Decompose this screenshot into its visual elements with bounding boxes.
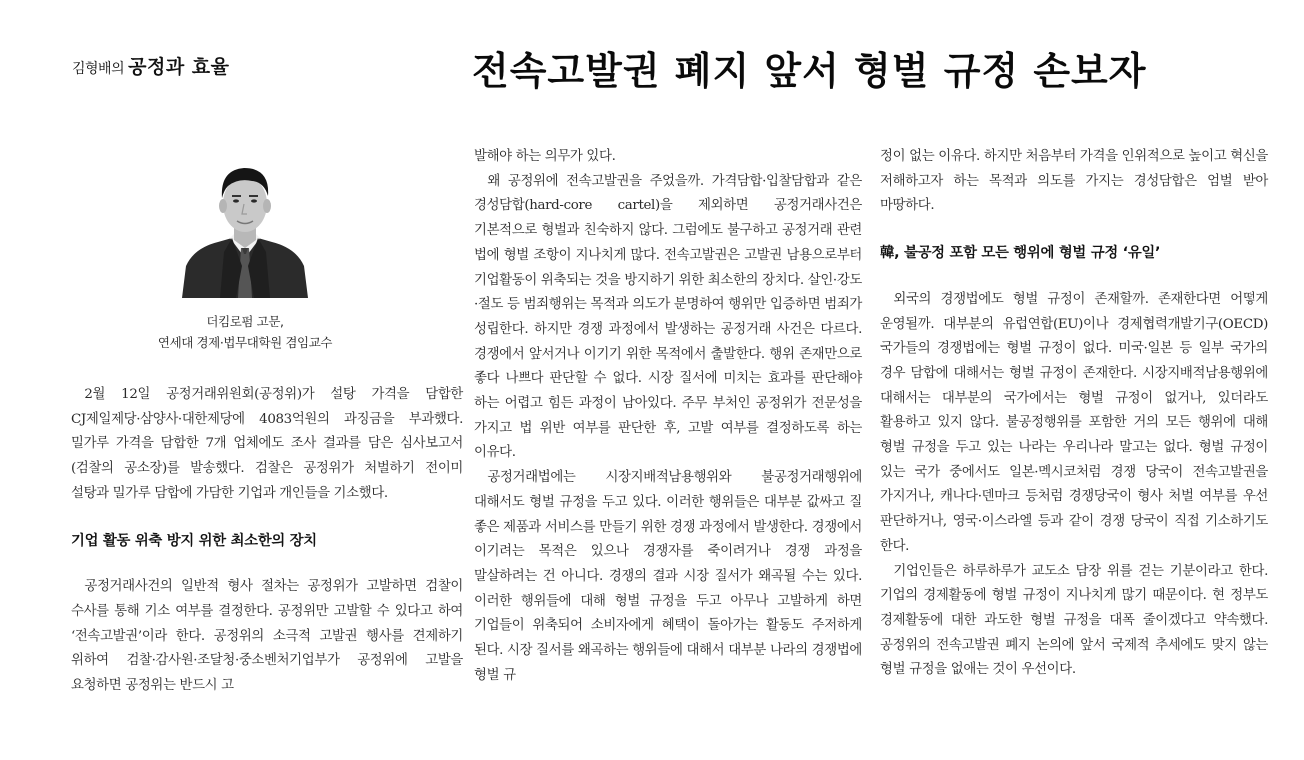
- columnist-label: 김형배의: [72, 61, 125, 77]
- subheading: 韓, 불공정 포함 모든 행위에 형벌 규정 ‘유일’: [880, 245, 1161, 262]
- article-headline: 전속고발권 폐지 앞서 형벌 규정 손보자: [472, 49, 1147, 93]
- paragraph: 발해야 하는 의무가 있다.: [474, 149, 616, 164]
- paragraph: 공정거래사건의 일반적 형사 절차는 공정위가 고발하면 검찰이 수사를 통해 기소 여부를 결정한다. 공정위만 고발할 수 있다고 하여 ‘전속고발권’이라 한다. 공정위의 소극적 고발권 행사를 견제하기 위하여 검찰·감사원·조달청·중소벤처기업부가 공정위에 고발을 요청하면 공정위는 반드시 고: [71, 579, 463, 694]
- author-photo: [180, 148, 310, 298]
- author-caption: [90, 311, 400, 353]
- column-kicker: [72, 52, 230, 79]
- column-1: [71, 383, 463, 699]
- paragraph: 외국의 경쟁법에도 형벌 규정이 존재할까. 존재한다면 어떻게 운영될까. 대부분의 유럽연합(EU)이나 경제협력개발기구(OECD) 국가들의 경쟁법에는 형벌 규정이 없다. 미국·일본 등 일부 국가의 경우 담합에 대해서는 형벌 규정이 존재한다. 시장지배적남용행위에 대해서는 대부분의 국가에서는 형벌 규정이 없거나, 있더라도 활용하고 있지 않다. 불공정행위를 포함한 거의 모든 행위에 대해 형벌 규정을 두고 있는 나라는 우리나라 말고는 없다. 형벌 규정이 있는 국가 중에서도 일본·멕시코처럼 경쟁 당국이 전속고발권을 가지거나, 캐나다·덴마크 등처럼 경쟁당국이 형사 처벌 여부를 우선 판단하거나, 영국·이스라엘 등과 같이 경쟁 당국이 직접 기소하기도 한다.: [880, 291, 1268, 554]
- paragraph: 기업인들은 하루하루가 교도소 담장 위를 걷는 기분이라고 한다. 기업의 경제활동에 형벌 규정이 지나치게 많기 때문이다. 현 정부도 경제활동에 대한 과도한 형벌 규정을 대폭 줄이겠다고 약속했다. 공정위의 전속고발권 폐지 논의에 앞서 국제적 추세에도 맞지 않는 형벌 규정을 없애는 것이 우선이다.: [880, 563, 1268, 678]
- subheading: 기업 활동 위축 방지 위한 최소한의 장치: [71, 532, 317, 549]
- author-affiliation-2: 연세대 경제·법무대학원 겸임교수: [157, 335, 333, 350]
- author-portrait-image: [180, 148, 310, 298]
- column-3: [880, 145, 1268, 683]
- column-2: [474, 145, 862, 688]
- paragraph: 공정거래법에는 시장지배적남용행위와 불공정거래행위에 대해서도 형벌 규정을 두고 있다. 이러한 행위들은 대부분 값싸고 질 좋은 제품과 서비스를 만들기 위한 경쟁 과정에서 발생한다. 경쟁에서 이기려는 목적은 있으나 경쟁자를 죽이려거나 경쟁 과정을 말살하려는 건 아니다. 경쟁의 결과 시장 질서가 왜곡될 수는 있다. 이러한 행위들에 대해 형벌 규정을 두고 아무나 고발하게 하면 기업들이 위축되어 소비자에게 혜택이 돌아가는 활동도 주저하게 된다. 시장 질서를 왜곡하는 행위들에 대해서 대부분 나라의 경쟁법에 형벌 규: [474, 470, 862, 683]
- series-title: 공정과 효율: [128, 56, 230, 78]
- author-affiliation-1: 더킴로펌 고문,: [206, 314, 284, 329]
- paragraph: 왜 공정위에 전속고발권을 주었을까. 가격담합·입찰담합과 같은 경성담합(hard-core cartel)을 제외하면 공정거래사건은 기본적으로 형벌과 친숙하지 않다. 그럼에도 불구하고 공정거래 관련 법에 형벌 조항이 지나치게 많다. 전속고발권은 고발권 남용으로부터 기업활동이 위축되는 것을 방지하기 위한 최소한의 장치다. 살인·강도·절도 등 범죄행위는 목적과 의도가 분명하여 행위만 입증하면 범죄가 성립한다. 하지만 경쟁 과정에서 발생하는 공정거래 사건은 다르다. 경쟁에서 앞서거나 이기기 위한 목적에서 출발한다. 행위 존재만으로 좋다 나쁘다 판단할 수 없다. 시장 질서에 미치는 효과를 판단해야 하는 어렵고 힘든 과정이 남아있다. 주무 부처인 공정위가 전문성을 가지고 법 위반 여부를 판단한 후, 고발 여부를 결정하도록 하는 이유다.: [474, 173, 862, 461]
- paragraph: 2월 12일 공정거래위원회(공정위)가 설탕 가격을 담합한 CJ제일제당·삼양사·대한제당에 4083억원의 과징금을 부과했다. 밀가루 가격을 담합한 7개 업체에도 조사 결과를 담은 심사보고서(검찰의 공소장)를 발송했다. 검찰은 공정위가 처벌하기 전이미 설탕과 밀가루 담합에 가담한 기업과 개인들을 기소했다.: [71, 387, 463, 501]
- paragraph: 정이 없는 이유다. 하지만 처음부터 가격을 인위적으로 높이고 혁신을 저해하고자 하는 목적과 의도를 가지는 경성담합은 엄벌 받아 마땅하다.: [880, 149, 1268, 214]
